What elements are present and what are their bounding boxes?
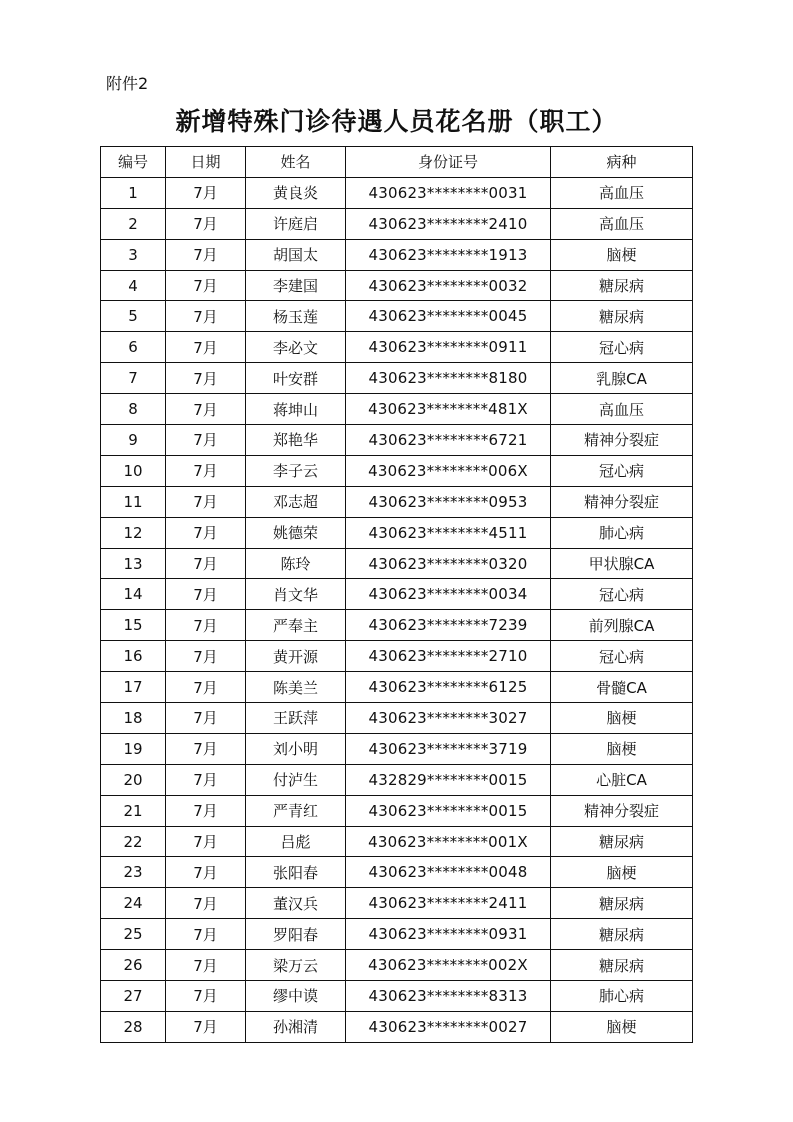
cell-date: 7月: [166, 486, 246, 517]
cell-number: 11: [101, 486, 166, 517]
cell-date: 7月: [166, 857, 246, 888]
cell-id-number: 432829********0015: [346, 764, 551, 795]
cell-id-number: 430623********006X: [346, 455, 551, 486]
cell-disease: 糖尿病: [551, 301, 693, 332]
cell-disease: 乳腺CA: [551, 363, 693, 394]
cell-date: 7月: [166, 548, 246, 579]
table-row: [101, 208, 693, 239]
cell-number: 25: [101, 919, 166, 950]
cell-disease: 精神分裂症: [551, 425, 693, 456]
cell-disease: 糖尿病: [551, 919, 693, 950]
header-id-number: 身份证号: [346, 147, 551, 178]
cell-date: 7月: [166, 239, 246, 270]
table-row: [101, 857, 693, 888]
table-body: [101, 177, 693, 1042]
cell-disease: 心脏CA: [551, 764, 693, 795]
table-row: [101, 517, 693, 548]
cell-name: 吕彪: [246, 826, 346, 857]
cell-id-number: 430623********0015: [346, 795, 551, 826]
cell-id-number: 430623********0031: [346, 177, 551, 208]
cell-number: 7: [101, 363, 166, 394]
cell-name: 陈玲: [246, 548, 346, 579]
table-row: [101, 672, 693, 703]
cell-id-number: 430623********0953: [346, 486, 551, 517]
table-row: [101, 1011, 693, 1042]
table-row: [101, 394, 693, 425]
cell-date: 7月: [166, 455, 246, 486]
cell-number: 6: [101, 332, 166, 363]
cell-name: 陈美兰: [246, 672, 346, 703]
cell-disease: 糖尿病: [551, 270, 693, 301]
cell-id-number: 430623********0034: [346, 579, 551, 610]
cell-number: 21: [101, 795, 166, 826]
cell-number: 22: [101, 826, 166, 857]
cell-id-number: 430623********1913: [346, 239, 551, 270]
cell-number: 12: [101, 517, 166, 548]
table-row: [101, 764, 693, 795]
cell-number: 10: [101, 455, 166, 486]
cell-disease: 高血压: [551, 208, 693, 239]
cell-date: 7月: [166, 888, 246, 919]
cell-disease: 冠心病: [551, 332, 693, 363]
cell-id-number: 430623********0027: [346, 1011, 551, 1042]
table-row: [101, 548, 693, 579]
table-row: [101, 919, 693, 950]
cell-date: 7月: [166, 795, 246, 826]
table-row: [101, 425, 693, 456]
cell-date: 7月: [166, 703, 246, 734]
table-header: [101, 147, 693, 178]
cell-name: 黄开源: [246, 641, 346, 672]
cell-id-number: 430623********0931: [346, 919, 551, 950]
cell-disease: 脑梗: [551, 239, 693, 270]
cell-disease: 肺心病: [551, 981, 693, 1012]
cell-id-number: 430623********0032: [346, 270, 551, 301]
cell-date: 7月: [166, 610, 246, 641]
header-name: 姓名: [246, 147, 346, 178]
cell-name: 严奉主: [246, 610, 346, 641]
cell-number: 2: [101, 208, 166, 239]
cell-id-number: 430623********3027: [346, 703, 551, 734]
table-row: [101, 703, 693, 734]
cell-disease: 精神分裂症: [551, 795, 693, 826]
cell-date: 7月: [166, 177, 246, 208]
cell-id-number: 430623********0048: [346, 857, 551, 888]
cell-disease: 脑梗: [551, 1011, 693, 1042]
table-row: [101, 579, 693, 610]
cell-disease: 脑梗: [551, 733, 693, 764]
cell-id-number: 430623********0911: [346, 332, 551, 363]
header-row: [101, 147, 693, 178]
cell-name: 张阳春: [246, 857, 346, 888]
cell-number: 3: [101, 239, 166, 270]
cell-name: 梁万云: [246, 950, 346, 981]
cell-id-number: 430623********3719: [346, 733, 551, 764]
cell-date: 7月: [166, 950, 246, 981]
table-row: [101, 332, 693, 363]
table-row: [101, 826, 693, 857]
cell-disease: 冠心病: [551, 641, 693, 672]
cell-date: 7月: [166, 363, 246, 394]
table-row: [101, 455, 693, 486]
cell-number: 26: [101, 950, 166, 981]
cell-disease: 冠心病: [551, 579, 693, 610]
cell-id-number: 430623********481X: [346, 394, 551, 425]
cell-name: 黄良炎: [246, 177, 346, 208]
cell-id-number: 430623********002X: [346, 950, 551, 981]
cell-id-number: 430623********6125: [346, 672, 551, 703]
cell-date: 7月: [166, 579, 246, 610]
cell-disease: 脑梗: [551, 703, 693, 734]
cell-name: 肖文华: [246, 579, 346, 610]
cell-id-number: 430623********2710: [346, 641, 551, 672]
cell-name: 邓志超: [246, 486, 346, 517]
cell-date: 7月: [166, 517, 246, 548]
cell-date: 7月: [166, 332, 246, 363]
cell-id-number: 430623********2410: [346, 208, 551, 239]
roster-table: [100, 146, 693, 1043]
cell-date: 7月: [166, 425, 246, 456]
table-row: [101, 270, 693, 301]
cell-disease: 糖尿病: [551, 826, 693, 857]
cell-disease: 甲状腺CA: [551, 548, 693, 579]
cell-name: 杨玉莲: [246, 301, 346, 332]
cell-name: 郑艳华: [246, 425, 346, 456]
cell-name: 李必文: [246, 332, 346, 363]
cell-number: 1: [101, 177, 166, 208]
cell-date: 7月: [166, 826, 246, 857]
cell-name: 许庭启: [246, 208, 346, 239]
cell-number: 16: [101, 641, 166, 672]
cell-number: 4: [101, 270, 166, 301]
cell-number: 8: [101, 394, 166, 425]
cell-id-number: 430623********7239: [346, 610, 551, 641]
cell-date: 7月: [166, 208, 246, 239]
cell-id-number: 430623********8180: [346, 363, 551, 394]
cell-date: 7月: [166, 641, 246, 672]
table-row: [101, 795, 693, 826]
cell-name: 李建国: [246, 270, 346, 301]
cell-number: 23: [101, 857, 166, 888]
cell-disease: 高血压: [551, 177, 693, 208]
table-row: [101, 641, 693, 672]
cell-id-number: 430623********6721: [346, 425, 551, 456]
cell-disease: 糖尿病: [551, 950, 693, 981]
table-row: [101, 981, 693, 1012]
cell-name: 缪中谟: [246, 981, 346, 1012]
cell-name: 刘小明: [246, 733, 346, 764]
cell-number: 17: [101, 672, 166, 703]
table-row: [101, 301, 693, 332]
header-disease: 病种: [551, 147, 693, 178]
cell-disease: 前列腺CA: [551, 610, 693, 641]
cell-name: 严青红: [246, 795, 346, 826]
cell-disease: 高血压: [551, 394, 693, 425]
cell-disease: 骨髓CA: [551, 672, 693, 703]
cell-name: 罗阳春: [246, 919, 346, 950]
cell-name: 董汉兵: [246, 888, 346, 919]
cell-id-number: 430623********0045: [346, 301, 551, 332]
attachment-label: 附件2: [106, 74, 149, 93]
cell-id-number: 430623********0320: [346, 548, 551, 579]
cell-number: 20: [101, 764, 166, 795]
cell-id-number: 430623********2411: [346, 888, 551, 919]
table-row: [101, 363, 693, 394]
cell-name: 王跃萍: [246, 703, 346, 734]
table-row: [101, 610, 693, 641]
cell-date: 7月: [166, 981, 246, 1012]
table-row: [101, 486, 693, 517]
cell-number: 14: [101, 579, 166, 610]
cell-disease: 肺心病: [551, 517, 693, 548]
cell-date: 7月: [166, 301, 246, 332]
cell-date: 7月: [166, 394, 246, 425]
cell-name: 蒋坤山: [246, 394, 346, 425]
cell-number: 18: [101, 703, 166, 734]
table-row: [101, 888, 693, 919]
cell-number: 24: [101, 888, 166, 919]
cell-date: 7月: [166, 1011, 246, 1042]
cell-number: 15: [101, 610, 166, 641]
cell-number: 19: [101, 733, 166, 764]
cell-name: 姚德荣: [246, 517, 346, 548]
cell-date: 7月: [166, 733, 246, 764]
cell-disease: 冠心病: [551, 455, 693, 486]
cell-name: 孙湘清: [246, 1011, 346, 1042]
cell-name: 叶安群: [246, 363, 346, 394]
header-date: 日期: [166, 147, 246, 178]
table-row: [101, 733, 693, 764]
cell-number: 27: [101, 981, 166, 1012]
page-title: 新增特殊门诊待遇人员花名册（职工）: [175, 107, 618, 136]
cell-number: 13: [101, 548, 166, 579]
cell-date: 7月: [166, 270, 246, 301]
cell-date: 7月: [166, 672, 246, 703]
cell-id-number: 430623********001X: [346, 826, 551, 857]
cell-date: 7月: [166, 764, 246, 795]
cell-name: 付泸生: [246, 764, 346, 795]
table-row: [101, 177, 693, 208]
cell-number: 9: [101, 425, 166, 456]
cell-number: 28: [101, 1011, 166, 1042]
header-number: 编号: [101, 147, 166, 178]
cell-name: 胡国太: [246, 239, 346, 270]
cell-date: 7月: [166, 919, 246, 950]
cell-number: 5: [101, 301, 166, 332]
cell-disease: 糖尿病: [551, 888, 693, 919]
cell-id-number: 430623********8313: [346, 981, 551, 1012]
cell-name: 李子云: [246, 455, 346, 486]
table-row: [101, 950, 693, 981]
cell-disease: 精神分裂症: [551, 486, 693, 517]
cell-disease: 脑梗: [551, 857, 693, 888]
table-row: [101, 239, 693, 270]
cell-id-number: 430623********4511: [346, 517, 551, 548]
